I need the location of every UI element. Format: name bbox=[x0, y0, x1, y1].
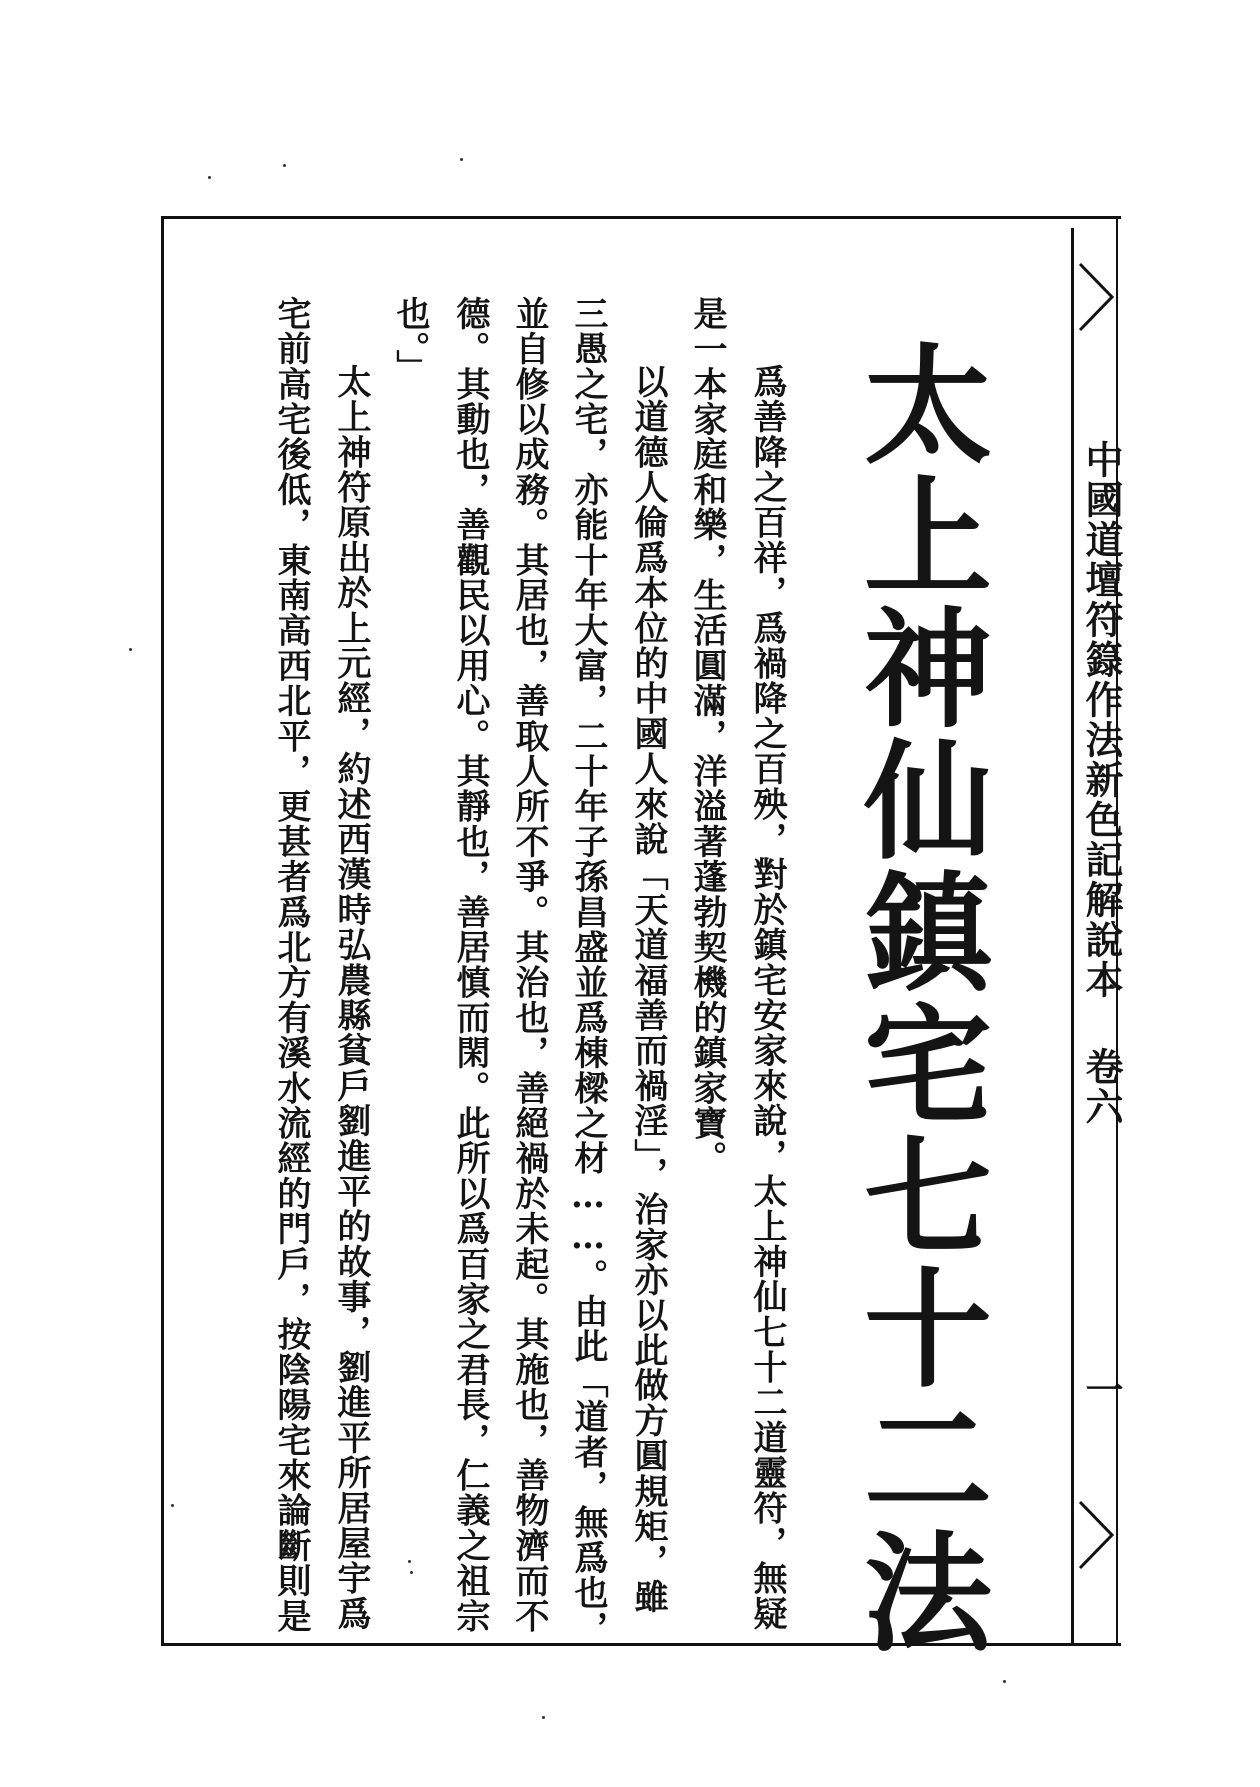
body-column-4: 三愚之宅，亦能十年大富，二十年子孫昌盛並爲棟樑之材……。由此「道者，無爲也， bbox=[568, 296, 608, 1646]
scan-speck bbox=[460, 158, 463, 161]
margin-rule bbox=[1071, 228, 1074, 1644]
scan-speck bbox=[408, 1560, 411, 1563]
chevron-bottom-ornament bbox=[1078, 1500, 1114, 1570]
chapter-title: 太上神仙鎮宅七十二法 bbox=[842, 338, 991, 1658]
scan-speck bbox=[283, 164, 286, 167]
body-column-7: 也。」 bbox=[390, 296, 430, 385]
scan-speck bbox=[542, 1716, 545, 1719]
body-column-1: 爲善降之百祥，爲禍降之百殃，對於鎮宅安家來說，太上神仙七十二道靈符，無疑 bbox=[747, 364, 787, 1632]
scan-speck bbox=[410, 1571, 413, 1574]
scan-speck bbox=[1003, 1680, 1006, 1683]
page-number: 一 bbox=[1079, 1370, 1124, 1408]
body-column-3: 以道德人倫爲本位的中國人來說「天道福善而禍淫」，治家亦以此做方圓規矩，雖 bbox=[628, 364, 668, 1615]
scan-speck bbox=[171, 1504, 174, 1507]
body-column-9: 宅前高宅後低，東南高西北平，更甚者爲北方有溪水流經的門戶，按陰陽宅來論斷則是 bbox=[271, 296, 311, 1634]
running-head: 中國道壇符籙作法新色記解說本 卷六 bbox=[1079, 440, 1124, 1127]
scan-speck bbox=[129, 648, 132, 651]
chevron-top-ornament bbox=[1078, 262, 1114, 332]
scan-speck bbox=[208, 176, 211, 179]
body-column-6: 德。其動也，善觀民以用心。其靜也，善居慎而閑。此所以爲百家之君長，仁義之祖宗 bbox=[450, 296, 490, 1634]
body-column-8: 太上神符原出於上元經，約述西漢時弘農縣貧戶劉進平的故事，劉進平所居屋宇爲 bbox=[331, 364, 371, 1632]
body-column-5: 並自修以成務。其居也，善取人所不爭。其治也，善絕禍於未起。其施也，善物濟而不 bbox=[509, 296, 549, 1634]
body-column-2: 是一本家庭和樂，生活圓滿，洋溢著蓬勃契機的鎮家寶。 bbox=[687, 296, 727, 1176]
